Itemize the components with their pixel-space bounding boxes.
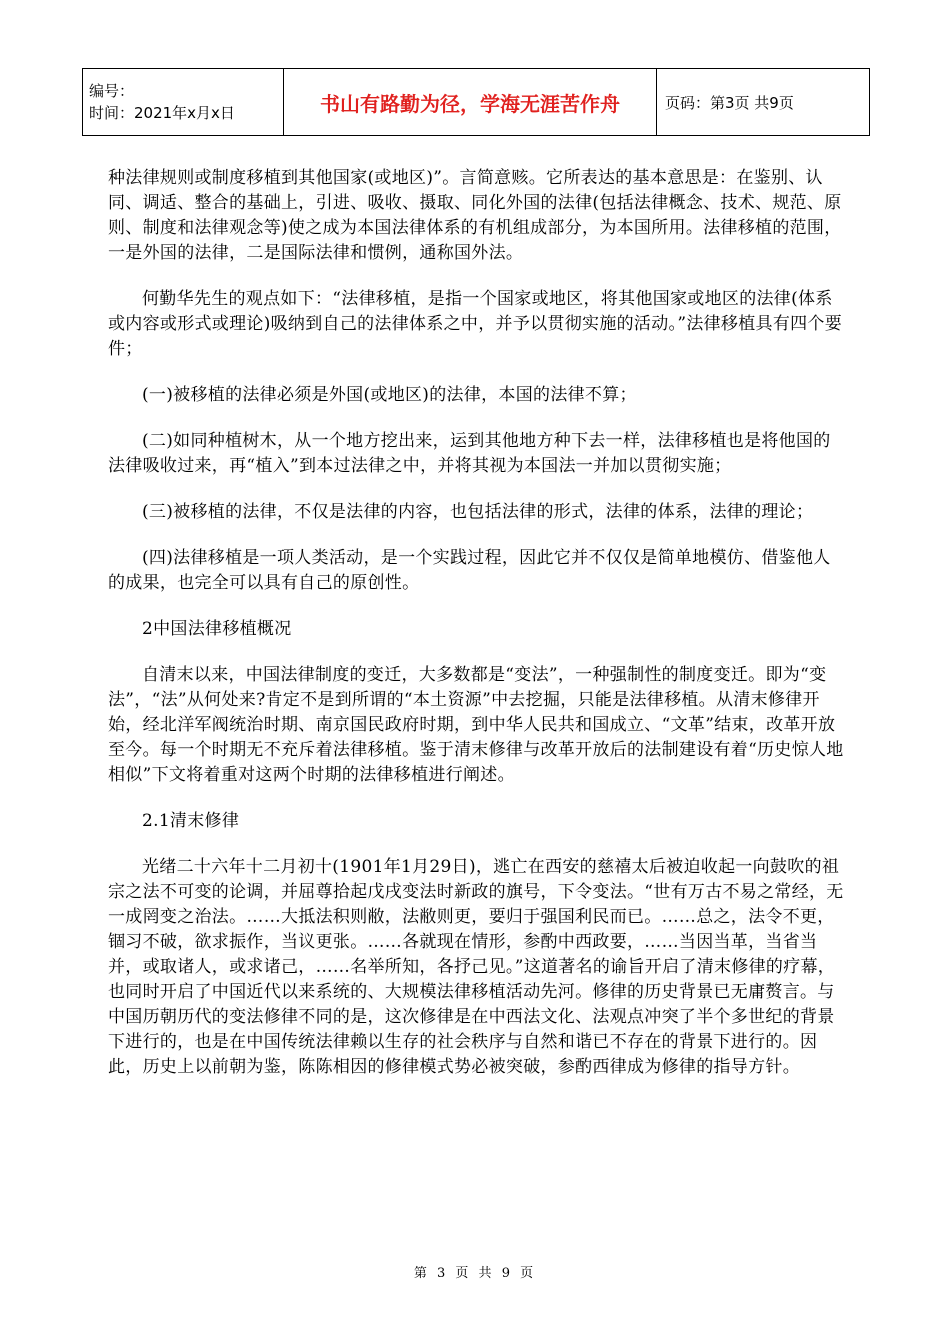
header-page-number: 页码：第3页 共9页: [657, 69, 870, 136]
body-paragraph: (二)如同种植树木，从一个地方挖出来，运到其他地方种下去一样，法律移植也是将他国的法律吸收过来，再“植入”到本过法律之中，并将其视为本国法一并加以贯彻实施；: [108, 431, 831, 476]
page-footer: 第 3 页 共 9 页: [413, 1266, 537, 1281]
header-motto: 书山有路勤为径，学海无涯苦作舟: [284, 69, 657, 136]
header-meta-cell: [83, 69, 284, 136]
subsection-heading: 2.1清末修律: [142, 811, 240, 831]
body-paragraph: (四)法律移植是一项人类活动，是一个实践过程，因此它并不仅仅是简单地模仿、借鉴他人的成果，也完全可以具有自己的原创性。: [108, 548, 831, 593]
document-body: [108, 166, 844, 1101]
body-paragraph: 光绪二十六年十二月初十(1901年1月29日)，逃亡在西安的慈禧太后被迫收起一向鼓吹的祖宗之法不可变的论调，并屈尊拾起戊戌变法时新政的旗号，下令变法。“世有万古不易之常经，无一成罔变之治法。……大抵法积则敝，法敝则更，要归于强国利民而已。……总之，法令不更，锢习不破，欲求振作，当议更张。……各就现在情形，参酌中西政要，……当因当革，当省当并，或取诸人，或求诸己，……名举所知，各抒己见。”这道著名的谕旨开启了清末修律的疗幕，也同时开启了中国近代以来系统的、大规模法律移植活动先河。修律的历史背景已无庸赘言。与中国历朝历代的变法修律不同的是，这次修律是在中西法文化、法观点冲突了半个多世纪的背景下进行的，也是在中国传统法律赖以生存的社会秩序与自然和谐已不存在的背景下进行的。因此，历史上以前朝为鉴，陈陈相因的修律模式势必被突破，参酌西律成为修律的指导方针。: [108, 857, 844, 1077]
section-heading: 2中国法律移植概况: [142, 619, 292, 639]
body-paragraph: 种法律规则或制度移植到其他国家(或地区)”。言简意赅。它所表达的基本意思是：在鉴别、认同、调适、整合的基础上，引进、吸收、摄取、同化外国的法律(包括法律概念、技术、规范、原则、制度和法律观念等)使之成为本国法律体系的有机组成部分，为本国所用。法律移植的范围，一是外国的法律，二是国际法律和惯例，通称国外法。: [108, 168, 842, 263]
body-paragraph: 何勤华先生的观点如下：“法律移植，是指一个国家或地区，将其他国家或地区的法律(体系或内容或形式或理论)吸纳到自己的法律体系之中，并予以贯彻实施的活动。”法律移植具有四个要件；: [108, 289, 843, 359]
body-paragraph: (三)被移植的法律，不仅是法律的内容，也包括法律的形式，法律的体系，法律的理论；: [142, 502, 814, 522]
document-date-label: 时间：2021年x月x日: [89, 104, 235, 122]
body-paragraph: (一)被移植的法律必须是外国(或地区)的法律，本国的法律不算；: [142, 385, 637, 405]
document-number-label: 编号：: [89, 82, 135, 100]
page-header: [82, 68, 870, 136]
body-paragraph: 自清末以来，中国法律制度的变迁，大多数都是“变法”，一种强制性的制度变迁。即为“变法”，“法”从何处来?肯定不是到所谓的“本土资源”中去挖掘，只能是法律移植。从清末修律开始，经北洋军阀统治时期、南京国民政府时期，到中华人民共和国成立、“文革”结束，改革开放至今。每一个时期无不充斥着法律移植。鉴于清末修律与改革开放后的法制建设有着“历史惊人地相似”下文将着重对这两个时期的法律移植进行阐述。: [108, 665, 844, 785]
